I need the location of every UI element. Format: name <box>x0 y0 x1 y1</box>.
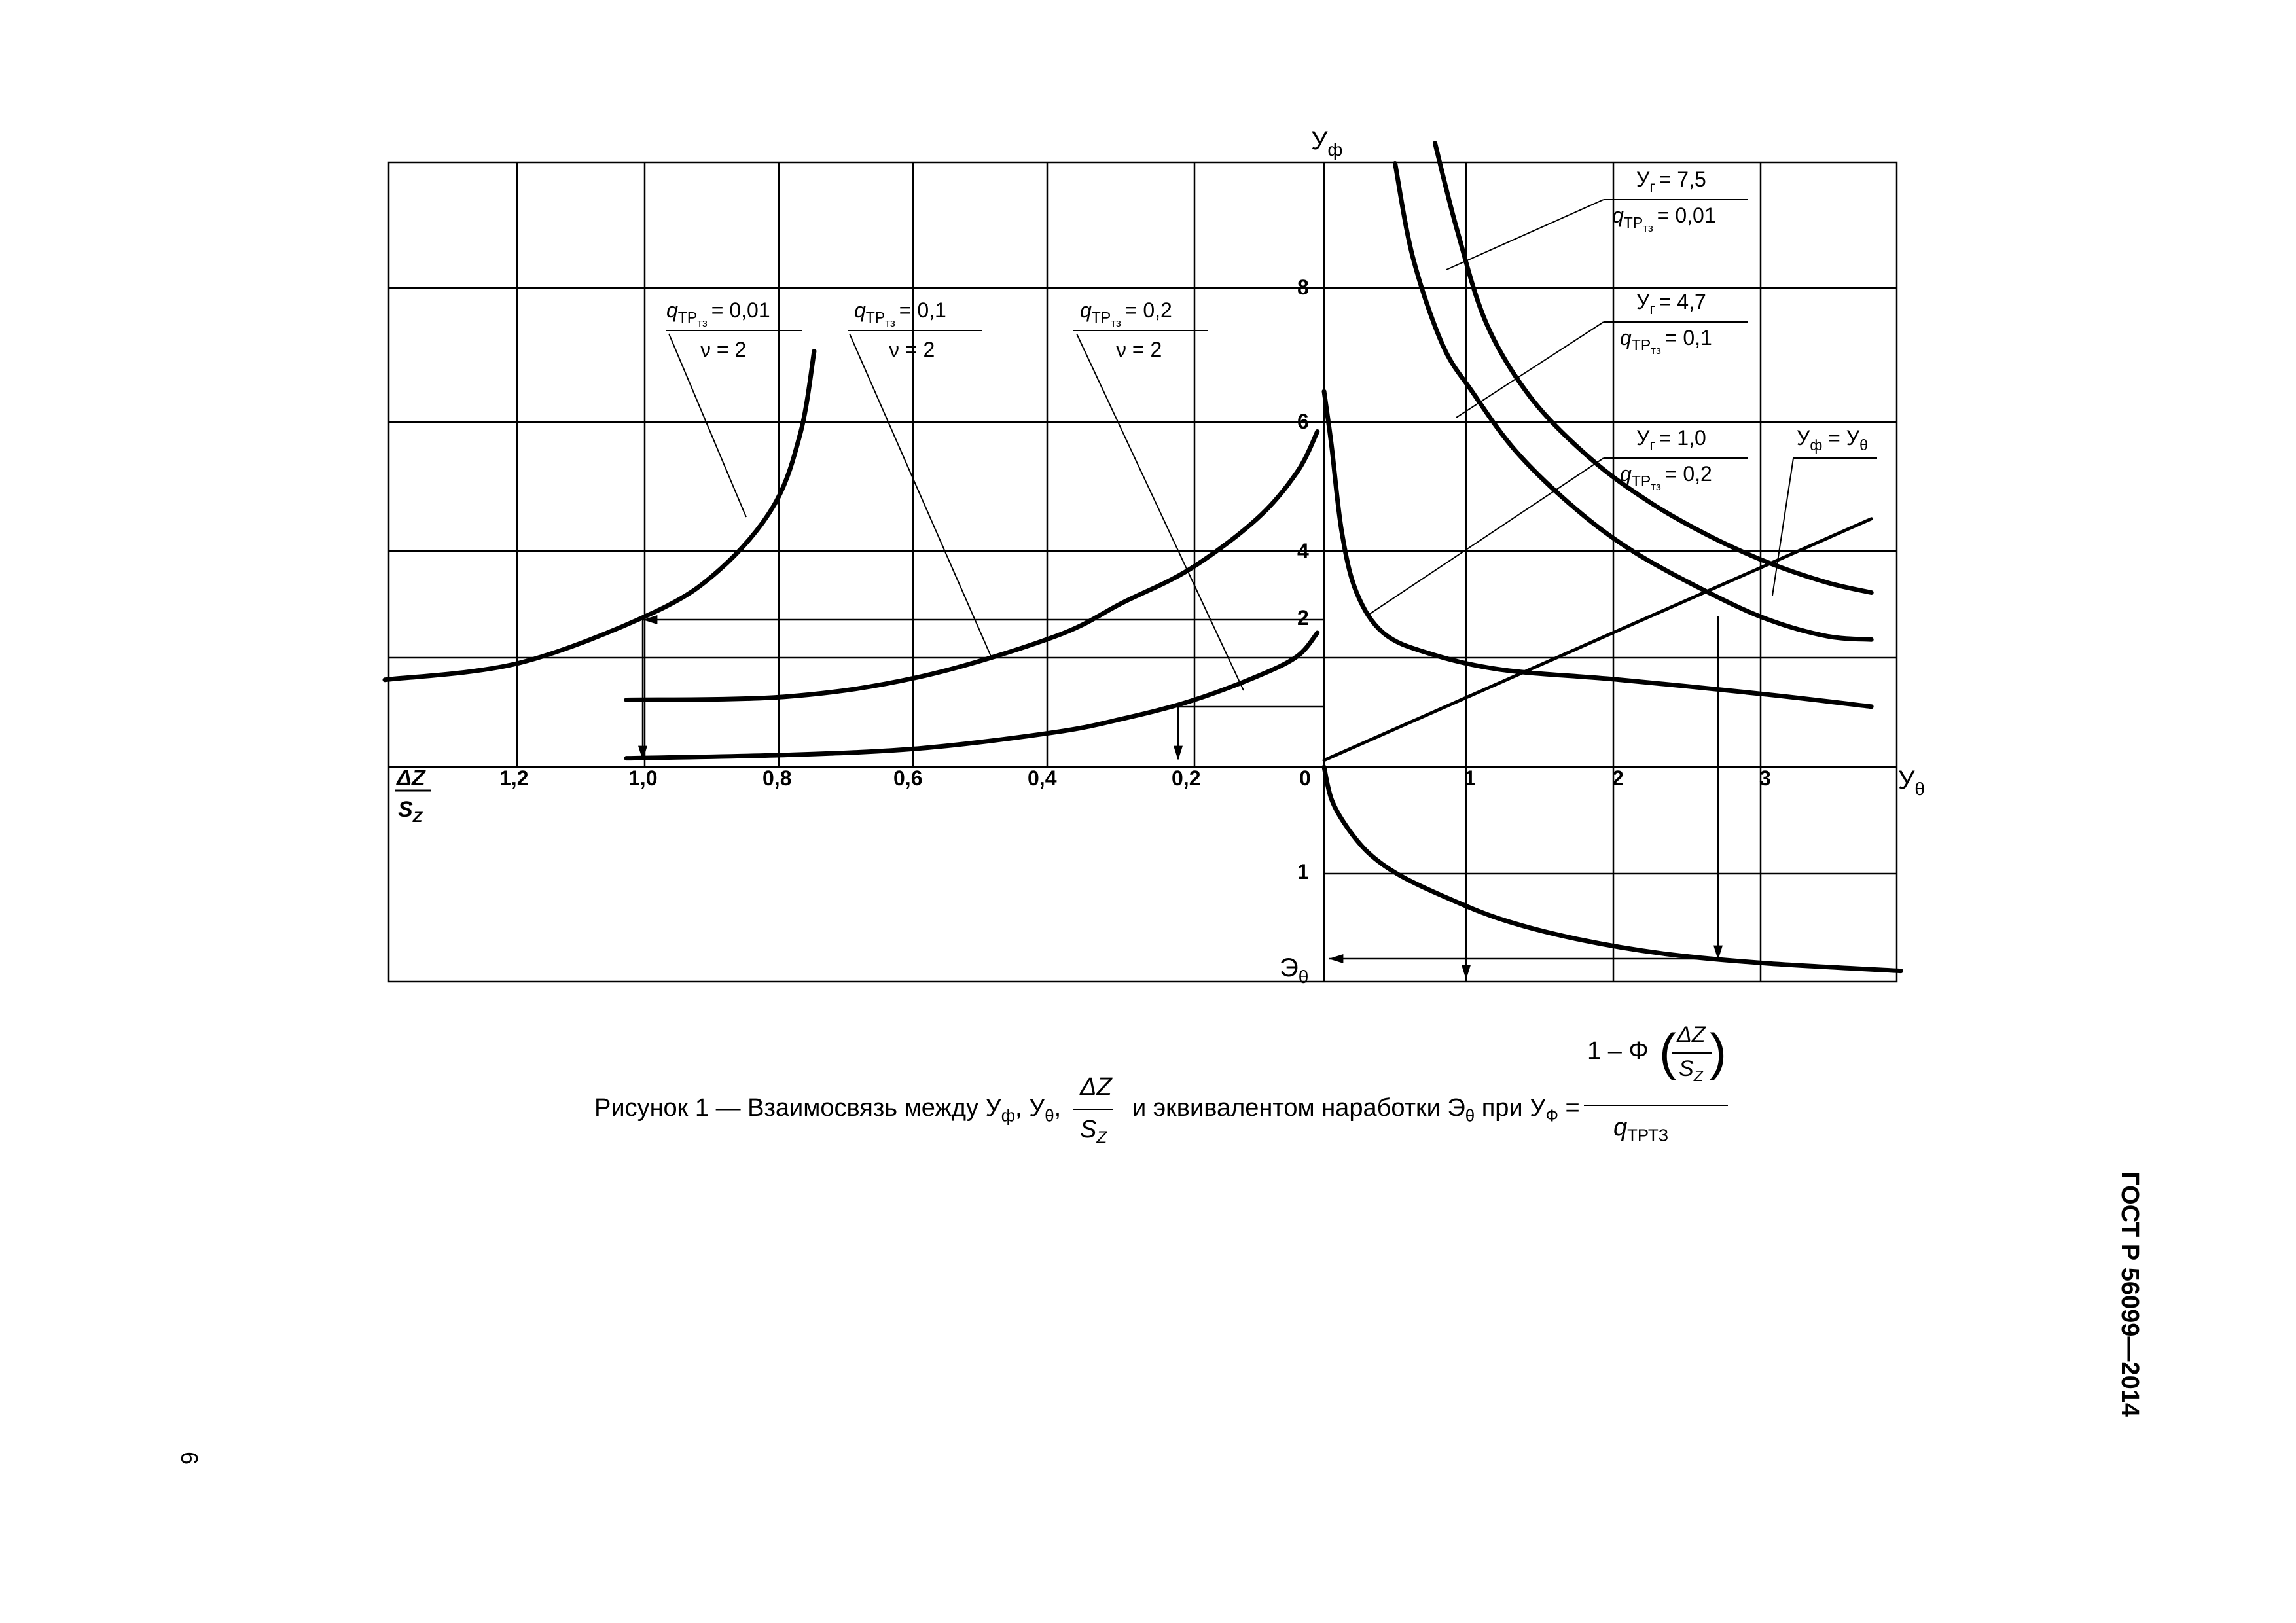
curve-left-2 <box>626 432 1318 700</box>
caption-middle: и эквивалентом наработки $Э_\theta$ при $У_Ф$ = <box>1132 1094 1580 1126</box>
x-axis-label-left-den: $S_Z$ <box>398 797 423 826</box>
tick-left-0-2: 0,2 <box>1172 766 1201 790</box>
curve-left-3 <box>626 633 1318 758</box>
legend-identity <box>1797 426 1868 454</box>
svg-text:qТРтз= 0,2: $q_{ТР}тз= 0,2$ <box>1080 298 1172 329</box>
legend-leader-1 <box>669 334 746 517</box>
svg-text:Уг= 1,0: $У_г = 1,0$ <box>1636 426 1706 454</box>
legend-leader-3 <box>1077 334 1244 690</box>
svg-text:qТРтз= 0,2: $q_{ТР}тз= 0,2$ <box>1620 462 1712 493</box>
tick-down-1: 1 <box>1297 860 1309 883</box>
tick-right-2: 2 <box>1612 766 1624 790</box>
svg-text:Уг= 4,7: $У_г = 4,7$ <box>1636 290 1706 317</box>
svg-text:qТРтз= 0,01: $q_{ТР}тз= 0,01$ <box>1612 204 1716 234</box>
tick-right-1: 1 <box>1464 766 1476 790</box>
tick-up-4: 4 <box>1297 539 1309 563</box>
curve-right-3 <box>1324 391 1871 707</box>
legend-leader-6 <box>1368 458 1604 615</box>
svg-text:Уг= 7,5: $У_г = 7,5$ <box>1636 168 1706 195</box>
tick-up-6: 6 <box>1297 410 1309 433</box>
tick-up-8: 8 <box>1297 276 1309 299</box>
legend-leader-2 <box>850 334 992 658</box>
caption-frac-num: ΔZ <box>1080 1073 1112 1101</box>
tick-left-0: 0 <box>1299 766 1311 790</box>
tick-up-2: 2 <box>1297 606 1309 630</box>
y-axis-label: $У_ф$ <box>1311 126 1343 160</box>
legend-yg47 <box>1620 290 1712 357</box>
caption-frac-den: $S_Z$ <box>1080 1116 1107 1147</box>
svg-text:qТРтз= 0,1: $q_{ТР}тз= 0,1$ <box>1620 326 1712 357</box>
curve-right-1 <box>1435 143 1872 593</box>
caption-big-frac-bar <box>1584 1105 1728 1106</box>
chart-text <box>395 126 1925 987</box>
caption-frac-bar <box>1073 1109 1113 1110</box>
standard-designation: ГОСТ Р 56099—2014 <box>2116 1171 2144 1417</box>
page-number: 6 <box>176 1452 203 1465</box>
caption-big-num-a: 1 – Φ <box>1587 1037 1649 1065</box>
caption-inner-frac-num: ΔZ <box>1677 1022 1706 1047</box>
tick-left-0-6: 0,6 <box>893 766 923 790</box>
tick-right-3: 3 <box>1759 766 1771 790</box>
arrow-head <box>1174 746 1183 760</box>
caption-paren-left: ( <box>1659 1023 1676 1080</box>
curve-right-4 <box>1324 519 1871 760</box>
tick-left-1-2: 1,2 <box>499 766 529 790</box>
caption-paren-right: ) <box>1710 1023 1727 1080</box>
svg-text:ν = 2: ν = 2 <box>700 338 747 361</box>
svg-text:qТРтз= 0,01: $q_{ТР}тз= 0,01$ <box>666 298 770 329</box>
curve-left-1 <box>385 351 814 680</box>
arrow-down-2 <box>1178 707 1324 759</box>
reading-arrows <box>638 162 1723 980</box>
curve-bottom-1 <box>1324 767 1901 971</box>
legend-yg10 <box>1620 426 1712 493</box>
tick-left-0-8: 0,8 <box>762 766 792 790</box>
svg-text:ν = 2: ν = 2 <box>1116 338 1162 361</box>
caption-prefix: Рисунок 1 — Взаимосвязь между $У_ф$, $У_\theta$, <box>594 1094 1062 1126</box>
svg-text:ν = 2: ν = 2 <box>889 338 935 361</box>
legend-yg75 <box>1612 168 1716 234</box>
x-axis-label-right: $У_\theta$ <box>1898 766 1925 799</box>
caption-big-den: $q_{ТРТЗ}$ <box>1613 1114 1669 1145</box>
legend-leader-7 <box>1772 458 1793 596</box>
figure-caption <box>0 1021 2296 1191</box>
legend-leader-4 <box>1446 200 1604 270</box>
caption-inner-frac-den: $S_Z$ <box>1679 1056 1703 1084</box>
arrow-head <box>1462 965 1471 980</box>
svg-text:Уф = Уθ: $У_ф = У_\theta$ <box>1797 426 1868 454</box>
x-axis-label-left-num: ΔZ <box>397 766 425 791</box>
arrow-head <box>1329 954 1343 963</box>
e-axis-label: $Э_\theta$ <box>1280 954 1309 987</box>
tick-left-0-4: 0,4 <box>1028 766 1057 790</box>
tick-left-1-0: 1,0 <box>628 766 658 790</box>
curves <box>385 143 1901 971</box>
svg-text:qТРтз= 0,1: $q_{ТР}тз= 0,1$ <box>854 298 946 329</box>
caption-inner-frac-bar <box>1672 1052 1712 1054</box>
